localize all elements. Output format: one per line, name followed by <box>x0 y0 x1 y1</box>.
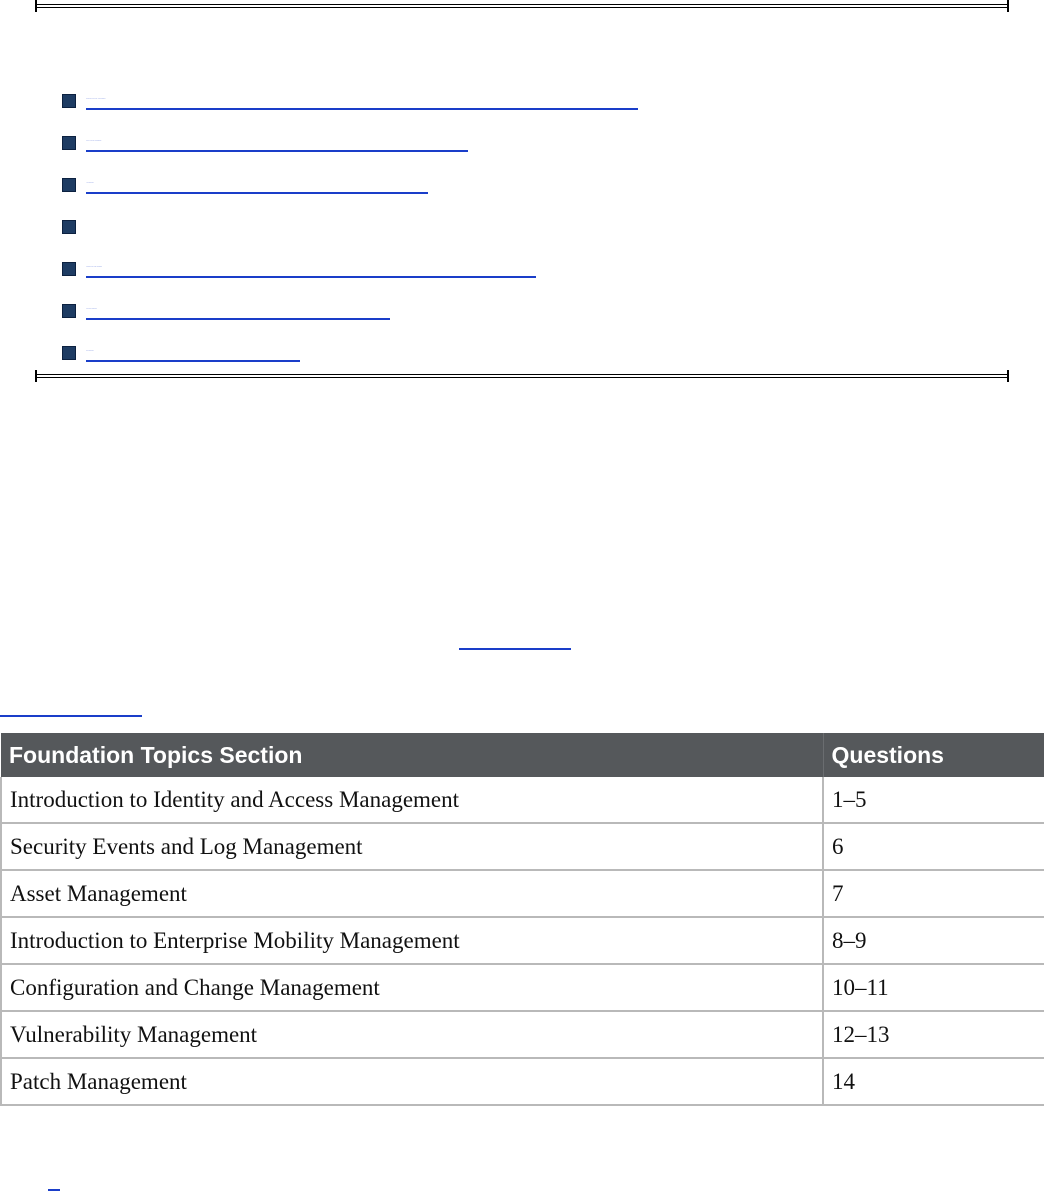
topic-list <box>62 80 638 374</box>
topic-list-item <box>62 206 638 248</box>
table-row <box>1 870 1044 917</box>
topic-link-identity-access[interactable]: Introduction to Identity and Access Management <box>86 92 638 110</box>
topic-link-patch[interactable]: Patch Management <box>86 344 300 362</box>
section-cell: Vulnerability Management <box>1 1011 823 1058</box>
table-row <box>1 1011 1044 1058</box>
table-reference-link[interactable] <box>459 634 571 650</box>
questions-cell: 6 <box>823 823 1044 870</box>
topic-link-vulnerability[interactable]: Vulnerability Management <box>86 302 390 320</box>
box-top-rule <box>36 4 1008 8</box>
table-row <box>1 964 1044 1011</box>
section-cell: Asset Management <box>1 870 823 917</box>
topic-list-item <box>62 248 638 290</box>
table-row <box>1 917 1044 964</box>
square-bullet-icon <box>62 136 76 150</box>
column-header-questions: Questions <box>823 733 1044 777</box>
section-cell: Introduction to Identity and Access Management <box>1 777 823 823</box>
square-bullet-icon <box>62 178 76 192</box>
topic-list-item <box>62 122 638 164</box>
square-bullet-icon <box>62 94 76 108</box>
topic-list-item <box>62 164 638 206</box>
section-cell: Configuration and Change Management <box>1 964 823 1011</box>
table-row <box>1 823 1044 870</box>
square-bullet-icon <box>62 262 76 276</box>
topic-list-item <box>62 332 638 374</box>
topic-link-configuration-change[interactable]: Configuration and Change Management <box>86 260 536 278</box>
table-header-row <box>1 733 1044 777</box>
square-bullet-icon <box>62 346 76 360</box>
box-bottom-rule <box>36 374 1008 378</box>
table-row <box>1 1058 1044 1105</box>
topic-list-item <box>62 80 638 122</box>
questions-cell: 12–13 <box>823 1011 1044 1058</box>
column-header-section: Foundation Topics Section <box>1 733 823 777</box>
square-bullet-icon <box>62 220 76 234</box>
table-caption-link[interactable] <box>0 701 142 717</box>
questions-cell: 8–9 <box>823 917 1044 964</box>
section-cell: Introduction to Enterprise Mobility Management <box>1 917 823 964</box>
topic-list-item <box>62 290 638 332</box>
questions-cell: 10–11 <box>823 964 1044 1011</box>
footnote-link[interactable] <box>48 1175 60 1191</box>
questions-cell: 14 <box>823 1058 1044 1105</box>
topic-link-security-events[interactable]: Security Events and Log Management <box>86 134 468 152</box>
questions-cell: 7 <box>823 870 1044 917</box>
section-cell: Security Events and Log Management <box>1 823 823 870</box>
foundation-topics-table <box>0 733 1044 1106</box>
topic-link-asset-management[interactable]: Asset Management <box>86 176 428 194</box>
table-row <box>1 777 1044 823</box>
square-bullet-icon <box>62 304 76 318</box>
questions-cell: 1–5 <box>823 777 1044 823</box>
section-cell: Patch Management <box>1 1058 823 1105</box>
